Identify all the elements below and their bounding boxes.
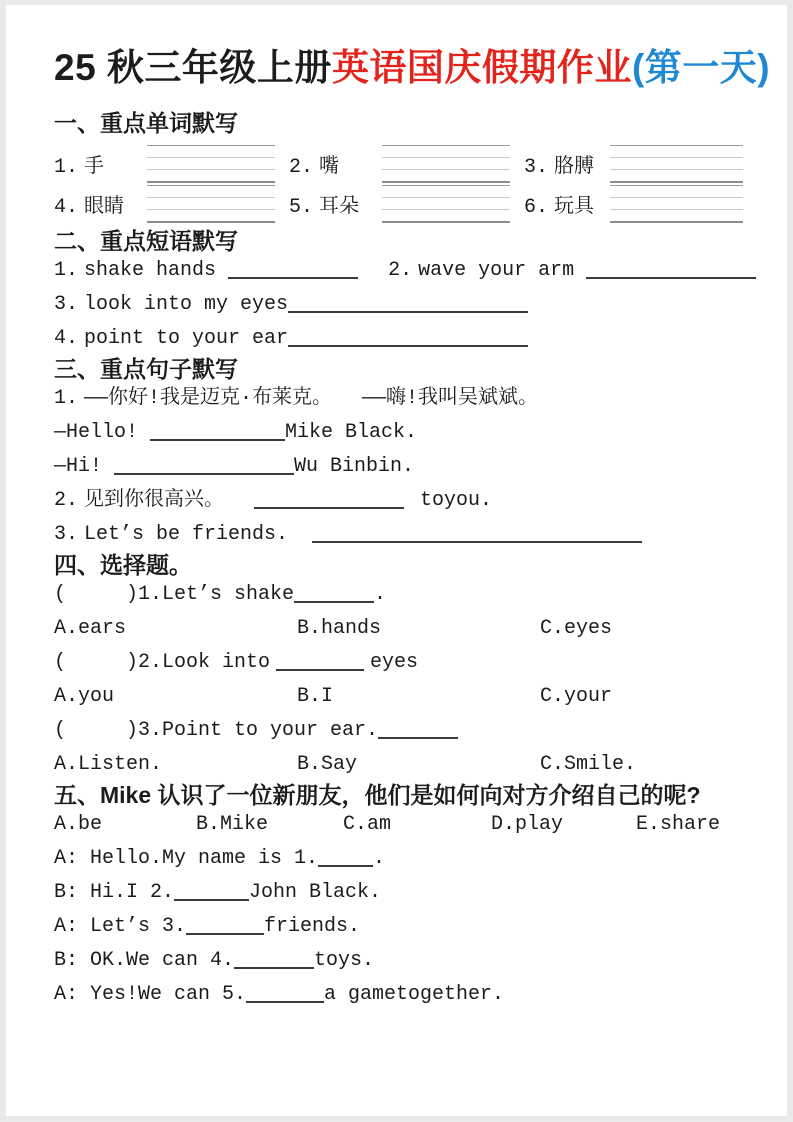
option-a: A.you xyxy=(54,684,115,708)
chinese-prompt: 见到你很高兴。 xyxy=(84,488,225,512)
option-b: B.I xyxy=(297,684,334,708)
page-title xyxy=(54,47,771,90)
title-blue: (第一天) xyxy=(631,47,771,88)
option-c: C.eyes xyxy=(540,616,613,640)
phrase-text: wave your arm xyxy=(418,258,575,282)
answer-blank xyxy=(276,667,364,671)
option-c: C.Smile. xyxy=(540,752,637,776)
word-number: 1. xyxy=(54,155,79,179)
question-stem: 1.Let’s shake xyxy=(138,582,295,606)
question-stem: 3.Point to your ear. xyxy=(138,718,379,742)
word-item-3 xyxy=(524,145,743,182)
option-a: A.Listen. xyxy=(54,752,163,776)
dialogue-pre: A: Hello.My name is 1. xyxy=(54,846,319,870)
answer-blank xyxy=(150,437,285,441)
english-pre: —Hello! xyxy=(54,420,151,444)
answer-blank xyxy=(114,471,294,475)
word-number: 6. xyxy=(524,195,549,219)
word-number: 3. xyxy=(524,155,549,179)
dialogue-line-4 xyxy=(54,944,743,978)
answer-blank xyxy=(288,309,528,313)
section3-heading: 三、重点句子默写 xyxy=(54,355,238,382)
title-black: 25 秋三年级上册 xyxy=(54,47,332,88)
writing-lines xyxy=(147,185,275,222)
option-a: A.ears xyxy=(54,616,127,640)
item-number: 3. xyxy=(54,292,79,316)
dialogue-post: a gametogether. xyxy=(324,982,505,1006)
question-stem: 2.Look into xyxy=(138,650,271,674)
english-post: toyou. xyxy=(420,488,493,512)
question-stem-end: . xyxy=(374,582,387,606)
phrase-line-2 xyxy=(54,288,743,322)
dialogue-line-1 xyxy=(54,842,743,876)
phrase-line-3 xyxy=(54,322,743,356)
answer-blank xyxy=(294,599,374,603)
answer-blank xyxy=(186,931,264,935)
word-chinese: 眼睛 xyxy=(84,195,125,219)
word-item-2 xyxy=(289,145,524,182)
word-chinese: 耳朵 xyxy=(319,195,360,219)
answer-paren: ( ) xyxy=(54,718,139,742)
writing-lines xyxy=(382,145,510,182)
answer-blank xyxy=(586,275,756,279)
dialogue-pre: B: OK.We can 4. xyxy=(54,948,235,972)
word-item-5 xyxy=(289,185,524,222)
word-chinese: 嘴 xyxy=(319,155,340,179)
answer-blank xyxy=(228,275,358,279)
word-item-4 xyxy=(54,185,289,222)
bank-option-b: B.Mike xyxy=(196,812,269,836)
writing-lines xyxy=(147,145,275,182)
option-b: B.hands xyxy=(297,616,382,640)
worksheet-page xyxy=(6,5,787,1116)
bank-option-c: C.am xyxy=(343,812,392,836)
choice-q3-stem xyxy=(54,714,743,748)
answer-blank xyxy=(318,863,373,867)
option-c: C.your xyxy=(540,684,613,708)
phrase-text: shake hands xyxy=(84,258,217,282)
answer-paren: ( ) xyxy=(54,650,139,674)
sentence-q1-english-1 xyxy=(54,416,743,450)
word-row xyxy=(54,184,743,224)
choice-q2-stem xyxy=(54,646,743,680)
answer-blank xyxy=(246,999,324,1003)
section4-heading: 四、选择题。 xyxy=(54,551,192,578)
word-dictation-grid xyxy=(54,144,743,224)
word-chinese: 胳膊 xyxy=(554,155,595,179)
sentence-q1-chinese xyxy=(54,382,743,416)
section5-heading: 五、Mike 认识了一位新朋友，他们是如何向对方介绍自己的呢? xyxy=(54,781,701,808)
dialogue-pre: B: Hi.I 2. xyxy=(54,880,175,904)
word-chinese: 手 xyxy=(84,155,105,179)
item-number: 2. xyxy=(54,488,79,512)
phrase-text: look into my eyes xyxy=(84,292,289,316)
word-item-1 xyxy=(54,145,289,182)
word-number: 2. xyxy=(289,155,314,179)
dialogue-post: toys. xyxy=(314,948,375,972)
answer-blank xyxy=(234,965,314,969)
choice-q3-options xyxy=(54,748,743,782)
choice-q2-options xyxy=(54,680,743,714)
answer-blank xyxy=(312,539,642,543)
writing-lines xyxy=(610,185,743,222)
question-stem-end: eyes xyxy=(370,650,419,674)
dialogue-post: . xyxy=(373,846,386,870)
english-text: Let’s be friends. xyxy=(84,522,289,546)
dialogue-line-5 xyxy=(54,978,743,1012)
sentence-q2 xyxy=(54,484,743,518)
word-number: 5. xyxy=(289,195,314,219)
answer-blank xyxy=(174,897,249,901)
choice-q1-options xyxy=(54,612,743,646)
word-row xyxy=(54,144,743,184)
dialogue-pre: A: Yes!We can 5. xyxy=(54,982,247,1006)
dialogue-line-2 xyxy=(54,876,743,910)
item-number: 3. xyxy=(54,522,79,546)
phrase-line-1 xyxy=(54,254,743,288)
sentence-q3 xyxy=(54,518,743,552)
answer-blank xyxy=(378,735,458,739)
choice-q1-stem xyxy=(54,578,743,612)
section1-heading: 一、重点单词默写 xyxy=(54,109,238,136)
dialogue-post: friends. xyxy=(264,914,361,938)
chinese-prompt: ——你好!我是迈克·布莱克。 ——嗨!我叫吴斌斌。 xyxy=(84,386,539,410)
writing-lines xyxy=(610,145,743,182)
item-number: 2. xyxy=(388,258,413,282)
phrase-text: point to your ear xyxy=(84,326,289,350)
section2-heading: 二、重点短语默写 xyxy=(54,227,238,254)
title-red: 英语国庆假期作业 xyxy=(331,47,632,88)
writing-lines xyxy=(382,185,510,222)
dialogue-post: John Black. xyxy=(249,880,382,904)
sentence-q1-english-2 xyxy=(54,450,743,484)
answer-blank xyxy=(254,505,404,509)
word-item-6 xyxy=(524,185,743,222)
bank-option-d: D.play xyxy=(491,812,564,836)
answer-paren: ( ) xyxy=(54,582,139,606)
english-pre: —Hi! xyxy=(54,454,115,478)
answer-blank xyxy=(288,343,528,347)
item-number: 4. xyxy=(54,326,79,350)
bank-option-a: A.be xyxy=(54,812,103,836)
word-bank xyxy=(54,808,743,842)
dialogue-line-3 xyxy=(54,910,743,944)
word-number: 4. xyxy=(54,195,79,219)
option-b: B.Say xyxy=(297,752,358,776)
item-number: 1. xyxy=(54,386,79,410)
english-post: Wu Binbin. xyxy=(294,454,415,478)
word-chinese: 玩具 xyxy=(554,195,595,219)
dialogue-pre: A: Let’s 3. xyxy=(54,914,187,938)
item-number: 1. xyxy=(54,258,79,282)
english-post: Mike Black. xyxy=(285,420,418,444)
bank-option-e: E.share xyxy=(636,812,721,836)
